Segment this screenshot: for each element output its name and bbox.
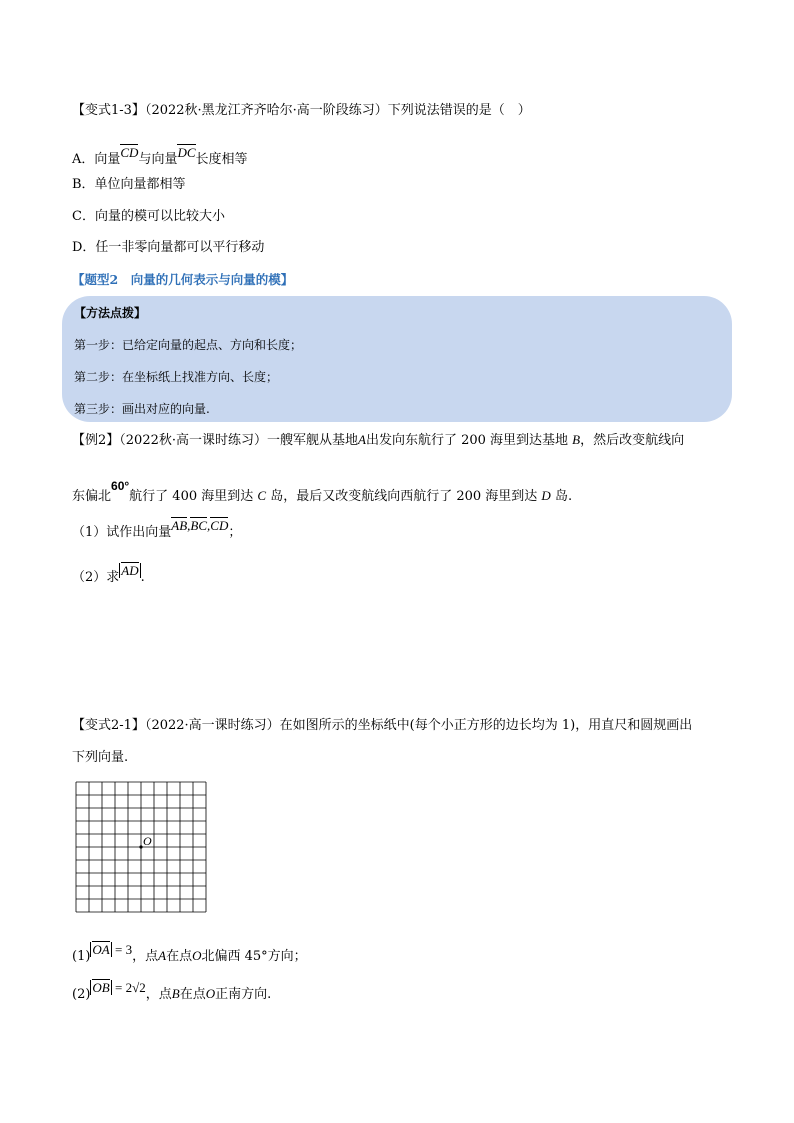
point-o: O [205, 986, 216, 1001]
option-a-prefix: A．向量 [72, 152, 121, 167]
vector-dc: DC [177, 145, 196, 160]
method-title: 【方法点拨】 [74, 306, 147, 320]
point-d: D [541, 488, 551, 503]
q1-equation: = 3 [111, 942, 133, 957]
example-2-line-2 [72, 477, 572, 506]
q1-text: ，点 [132, 949, 159, 964]
q2-text: 在点 [179, 987, 206, 1002]
variant-2-1-question-1 [72, 941, 307, 966]
variant-2-1-text: （2022·高一课时练习）在如图所示的坐标纸中(每个小正方形的边长均为 1)，用直尺和圆规画出 [144, 718, 693, 733]
q2-text: ，点 [145, 987, 172, 1002]
variant-1-3-header: 【变式1-3】 [72, 103, 145, 118]
point-a: A [358, 432, 366, 447]
point-b: B [572, 432, 581, 447]
example-2-text: 岛. [554, 489, 573, 504]
vector-cd: CD [120, 145, 139, 160]
example-2-line-1 [72, 431, 684, 450]
q1-prefix: （1）试作出向量 [72, 525, 172, 540]
variant-2-1-line-1 [72, 717, 692, 735]
example-2-text: 东偏北 [72, 489, 112, 504]
q2-suffix: . [140, 570, 145, 585]
example-2-text: ，然后改变航线向 [580, 433, 685, 448]
variant-2-1-line-2: 下列向量. [72, 750, 129, 765]
example-2-text: 岛，最后又改变航线向西航行了 200 海里到达 [270, 489, 538, 504]
norm-oa [90, 942, 132, 957]
type-2-title: 【题型2 向量的几何表示与向量的模】 [72, 272, 294, 287]
example-2-text: 出发向东航行了 200 海里到达基地 [365, 433, 569, 448]
example-2-text: （2022秋·高一课时练习）一艘军舰从基地 [119, 433, 358, 448]
comma: , [187, 518, 191, 533]
vector-ab: AB [171, 518, 188, 533]
option-a-mid: 与向量 [138, 152, 178, 167]
vector-cd: CD [210, 518, 229, 533]
angle-60: 60° [111, 479, 130, 493]
q1-text: 在点 [166, 949, 193, 964]
variant-2-1-header: 【变式2-1】 [72, 718, 145, 733]
example-2-question-1 [72, 517, 241, 542]
option-a [72, 144, 248, 169]
point-c: C [257, 488, 267, 503]
option-a-suffix: 长度相等 [195, 152, 248, 167]
vector-ob: OB [92, 980, 110, 995]
q1-prefix: (1) [72, 949, 91, 964]
point-o: O [192, 948, 202, 963]
norm-ad [119, 563, 140, 578]
example-2-header: 【例2】 [72, 433, 120, 448]
example-2-question-2 [72, 562, 145, 587]
q2-prefix: (2) [72, 987, 91, 1002]
example-2-text: 航行了 400 海里到达 [129, 489, 254, 504]
origin-label: O [143, 834, 152, 848]
method-step-3: 第三步：画出对应的向量. [74, 402, 210, 416]
point-a: A [158, 948, 167, 963]
vector-oa: OA [92, 942, 110, 957]
coordinate-grid [75, 781, 207, 913]
q1-suffix: ； [228, 525, 242, 540]
norm-ob [90, 980, 145, 995]
method-box [62, 296, 732, 422]
variant-1-3-line [72, 102, 531, 120]
variant-1-3-source: （2022秋·黑龙江齐齐哈尔·高一阶段练习）下列说法错误的是（ ） [144, 103, 531, 118]
option-b: B．单位向量都相等 [72, 177, 186, 192]
option-c: C．向量的模可以比较大小 [72, 209, 225, 224]
method-step-2: 第二步：在坐标纸上找准方向、长度； [74, 370, 279, 384]
comma: , [207, 518, 211, 533]
q2-prefix: （2）求 [72, 570, 120, 585]
variant-2-1-question-2 [72, 979, 271, 1004]
point-b: B [171, 986, 180, 1001]
vector-ad: AD [121, 563, 139, 578]
vector-bc: BC [190, 518, 208, 533]
q2-equation: = 2√2 [111, 980, 146, 995]
option-d: D．任一非零向量都可以平行移动 [72, 240, 265, 255]
q2-text: 正南方向. [215, 987, 272, 1002]
method-step-1: 第一步：已给定向量的起点、方向和长度； [74, 338, 303, 352]
q1-text: 北偏西 45°方向； [201, 949, 307, 964]
